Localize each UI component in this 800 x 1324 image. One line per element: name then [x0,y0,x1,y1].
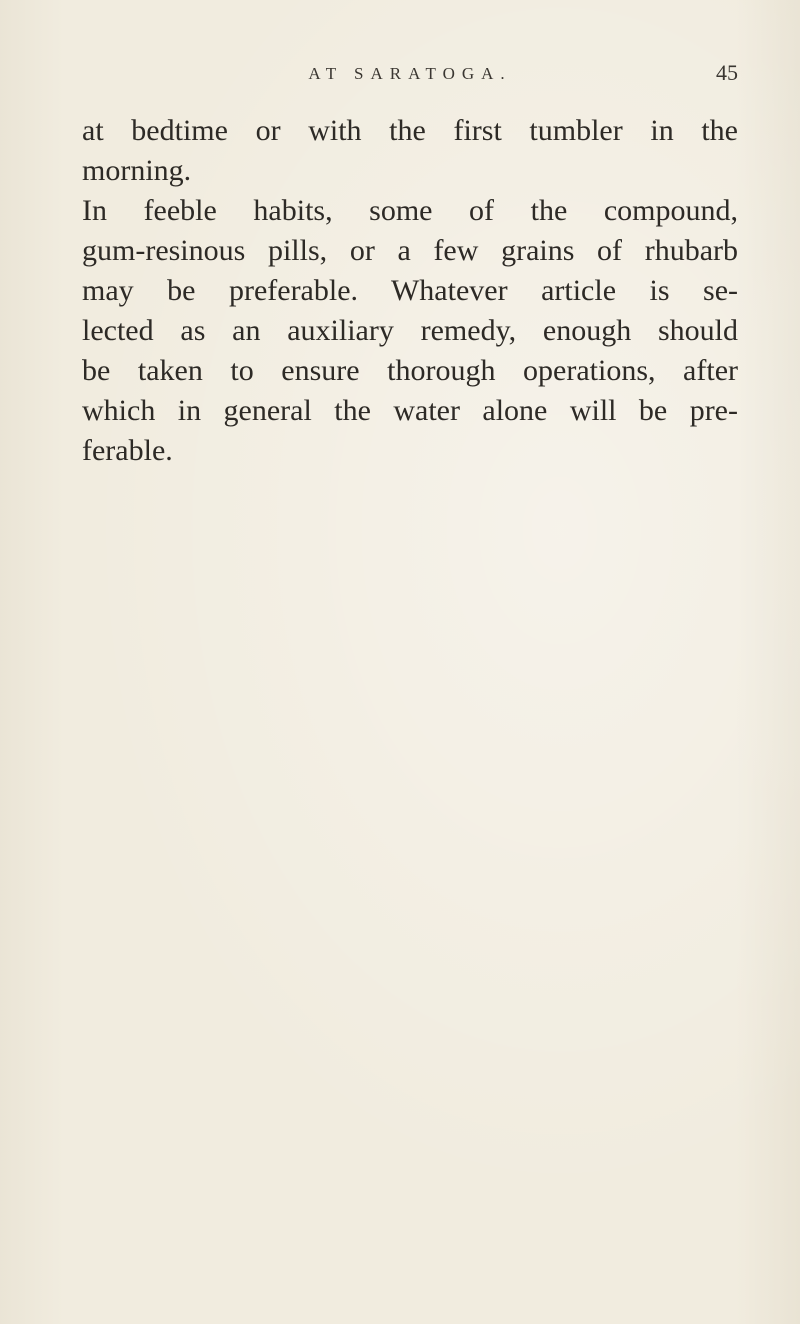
text-line: be taken to ensure thorough operations, after [82,354,738,387]
text-line: at bedtime or with the first tumbler in the [82,114,738,147]
text-line: ferable. [82,434,173,467]
page-number: 45 [716,60,738,85]
text-line: which in general the water alone will be pre- [82,394,738,427]
text-line: may be preferable. Whatever article is se- [82,274,738,307]
text-line: lected as an auxiliary remedy, enough should [82,314,738,347]
show-through-texture [82,470,762,1270]
running-head [82,58,738,92]
text-line: In feeble habits, some of the compound, [82,194,738,227]
running-title: AT SARATOGA. [308,64,512,83]
text-line: morning. [82,154,192,187]
body-text [82,111,738,471]
text-line: gum-resinous pills, or a few grains of rhubarb [82,234,738,267]
